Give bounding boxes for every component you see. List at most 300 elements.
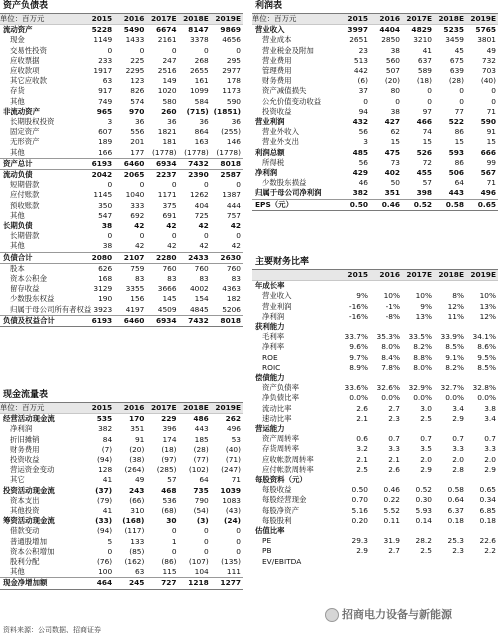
cell-value: 8.2%	[413, 342, 432, 352]
cell-value: 0	[491, 96, 496, 106]
cell-value: 1277	[211, 578, 243, 589]
cell-value: 13%	[415, 311, 432, 321]
table-row	[252, 444, 498, 454]
header-row	[0, 403, 243, 414]
cell-value: 3923	[93, 304, 113, 314]
year-header: 2017E	[146, 403, 178, 414]
cell-value: 0.30	[415, 495, 432, 505]
cell-value: 556	[130, 127, 145, 137]
table-row	[0, 76, 243, 86]
cell-value: 3.8	[484, 403, 496, 413]
cell-value: 2.0	[452, 454, 464, 464]
table-row	[0, 305, 243, 316]
cell-value: 32.8%	[472, 383, 496, 393]
table-row	[252, 137, 498, 147]
cell-value: -16%	[348, 311, 368, 321]
cell-value: 0	[427, 86, 432, 96]
row-label: 短期借款	[10, 180, 40, 190]
cell-value: (1778)	[151, 147, 177, 157]
cell-value: (37)	[95, 485, 113, 495]
cell-value: 350	[98, 200, 113, 210]
cell-value: 5206	[222, 304, 241, 314]
cell-value: 0.18	[447, 515, 464, 525]
table-row	[0, 97, 243, 107]
row-label: 资本支出	[10, 495, 40, 505]
cell-value: 2.9	[452, 413, 464, 423]
cell-value: (94)	[97, 455, 113, 465]
cell-value: (162)	[124, 557, 145, 567]
row-label: 营运能力	[255, 424, 285, 434]
cell-value: 168	[98, 274, 113, 284]
cell-value	[466, 526, 498, 536]
cell-value: (28)	[193, 444, 209, 454]
row-label: 交易性投资	[10, 45, 47, 55]
cell-value: 0.0%	[445, 393, 464, 403]
row-label: 无形资产	[10, 137, 40, 147]
cell-value: 5	[107, 536, 113, 546]
row-label: 投资活动现金流	[3, 485, 55, 495]
cell-value: 2295	[125, 66, 145, 76]
cell-value: 0.7	[388, 434, 400, 444]
cell-value: 2390	[179, 170, 211, 181]
cell-value: 3355	[125, 284, 145, 294]
year-header: 2018E	[179, 14, 211, 25]
cell-value: 38	[390, 106, 400, 116]
cell-value: 22.6	[479, 536, 496, 546]
cell-value: 2.1	[356, 413, 368, 423]
cashflow-table	[0, 403, 243, 590]
cell-value: 703	[481, 66, 496, 76]
cell-value	[370, 281, 402, 292]
year-header: 2015	[82, 14, 114, 25]
cell-value: 2080	[82, 252, 114, 263]
cell-value: 225	[130, 55, 145, 65]
table-row	[0, 315, 243, 326]
cell-value: 2.6	[388, 464, 400, 474]
row-label: EPS（元）	[252, 199, 338, 210]
cell-value: 382	[98, 424, 113, 434]
cell-value: -8%	[385, 311, 400, 321]
cell-value: 2.9	[484, 464, 496, 474]
cell-value: 29.3	[351, 536, 368, 546]
cell-value: 567	[480, 168, 496, 178]
cell-value: 2.7	[388, 403, 400, 413]
table-row	[252, 495, 498, 505]
cell-value: (18)	[161, 444, 177, 454]
row-label: 营业收入	[262, 291, 292, 301]
cell-value: 0.22	[383, 495, 400, 505]
cell-value: (33)	[95, 516, 113, 526]
row-label: 其他	[10, 147, 25, 157]
cell-value: 749	[98, 96, 113, 106]
cell-value: 64	[454, 178, 464, 188]
cell-value: (102)	[188, 465, 209, 475]
cell-value: 0.34	[479, 495, 496, 505]
cell-value: 4404	[379, 25, 400, 35]
cell-value: 760	[211, 263, 243, 274]
row-label: 毛利率	[262, 332, 285, 342]
table-row	[0, 496, 243, 506]
year-header: 2017E	[146, 14, 178, 25]
cell-value: 2237	[146, 170, 178, 181]
cell-value: 10%	[479, 291, 496, 301]
table-row	[0, 435, 243, 445]
cell-value: 0.0%	[477, 393, 496, 403]
row-label: 应收款项	[10, 66, 40, 76]
row-label: 资本公积增加	[10, 546, 55, 556]
row-label: 偿债能力	[255, 373, 285, 383]
cell-value: (71)	[225, 455, 241, 465]
table-row	[252, 485, 498, 495]
row-label: 营业成本	[262, 35, 292, 45]
cell-value: 0	[107, 546, 113, 556]
unit-label: 单位：百万元	[252, 14, 338, 25]
cell-value: 6934	[146, 158, 178, 169]
cell-value: 71	[486, 106, 496, 116]
row-label: 其它应收款	[10, 76, 47, 86]
cell-value: 1040	[125, 190, 145, 200]
cell-value: 185	[194, 434, 209, 444]
cell-value: 0	[204, 546, 209, 556]
cell-value	[466, 475, 498, 485]
row-label: 资产周转率	[262, 434, 299, 444]
cell-value: 0	[171, 180, 177, 190]
cell-value: 0.64	[447, 495, 464, 505]
cell-value: 2161	[157, 35, 177, 45]
cell-value: 73	[390, 157, 400, 167]
row-label: 每股股利	[262, 515, 292, 525]
table-row	[252, 414, 498, 424]
row-label: EV/EBITDA	[262, 556, 302, 566]
table-row	[252, 526, 498, 536]
cell-value: 0	[491, 86, 496, 96]
cell-value: 15	[390, 137, 400, 147]
row-label: 营业收入	[255, 25, 285, 35]
cell-value: 201	[130, 137, 145, 147]
row-label: 归属于母公司净利润	[255, 188, 322, 198]
cell-value: 0.46	[383, 485, 400, 495]
cell-value: 86	[454, 127, 464, 137]
table-row	[0, 465, 243, 475]
cell-value: 247	[162, 55, 177, 65]
cell-value: 0	[171, 231, 177, 241]
year-header: 2017E	[402, 270, 434, 281]
table-row	[252, 342, 498, 352]
row-label: 管理费用	[262, 66, 292, 76]
row-label: 其他	[10, 241, 25, 251]
cell-value: 3459	[445, 35, 464, 45]
cell-value	[466, 281, 498, 292]
cell-value	[434, 475, 466, 485]
table-row	[0, 117, 243, 127]
cell-value: 0	[363, 96, 368, 106]
cell-value: 2651	[349, 35, 368, 45]
cell-value: 0.0%	[349, 393, 368, 403]
cell-value: 2.9	[356, 546, 368, 556]
row-label: 少数股东权益	[10, 294, 55, 304]
cell-value: (1778)	[184, 147, 209, 157]
cell-value: 9%	[356, 291, 368, 301]
row-label: 其他	[10, 96, 25, 106]
table-row	[0, 274, 243, 284]
cell-value: 36	[199, 117, 209, 127]
cell-value: 36	[134, 117, 145, 127]
cell-value: 245	[114, 578, 146, 589]
cell-value: 9.7%	[349, 352, 368, 362]
cell-value: 9.1%	[445, 352, 464, 362]
cell-value: 2107	[114, 252, 146, 263]
cell-value: 1387	[222, 190, 241, 200]
row-label: 营运资金变动	[10, 465, 55, 475]
cell-value: 429	[352, 168, 368, 178]
table-row	[252, 516, 498, 526]
row-label: PB	[262, 546, 272, 556]
table-row	[252, 322, 498, 332]
table-row	[0, 211, 243, 221]
cell-value: 84	[102, 434, 113, 444]
cell-value: 57	[422, 178, 432, 188]
cell-value: 375	[162, 200, 177, 210]
row-label: 存货	[10, 86, 25, 96]
cell-value: 3.4	[484, 413, 496, 423]
cell-value: 486	[193, 414, 209, 424]
cell-value: 154	[194, 294, 209, 304]
row-label: 投资收益	[262, 106, 292, 116]
cell-value: 398	[416, 188, 432, 198]
cell-value	[402, 475, 434, 485]
cell-value: 6934	[146, 315, 178, 326]
cell-value: (38)	[129, 455, 145, 465]
cell-value	[402, 322, 434, 332]
cell-value: -1%	[385, 301, 400, 311]
cell-value	[402, 526, 434, 536]
cashflow-body	[0, 414, 243, 589]
table-row	[0, 241, 243, 252]
cell-value: 496	[480, 188, 496, 198]
cell-value: 351	[384, 188, 400, 198]
cell-value: 0.11	[383, 515, 400, 525]
cell-value: 149	[162, 76, 177, 86]
cell-value: 10%	[383, 291, 400, 301]
cell-value: 177	[130, 147, 145, 157]
income-panel	[252, 0, 498, 211]
cell-value: 2.2	[484, 546, 496, 556]
row-label: 年成长率	[255, 281, 285, 291]
cell-value: 442	[353, 66, 368, 76]
cell-value: 0	[204, 536, 209, 546]
row-label: 现金净增加额	[0, 578, 82, 589]
cell-value: 35.3%	[376, 332, 400, 342]
cell-value: 2.9	[420, 464, 432, 474]
cell-value: 8.2%	[445, 362, 464, 372]
cell-value: 37	[358, 86, 368, 96]
unit-label: 单位：百万元	[0, 14, 82, 25]
header-row	[252, 14, 498, 25]
cell-value: 83	[231, 274, 241, 284]
cell-value: 146	[226, 137, 241, 147]
balance-sheet-table	[0, 14, 243, 327]
cell-value: 8018	[211, 158, 243, 169]
cell-value	[466, 322, 498, 332]
cell-value: 536	[162, 495, 177, 505]
cell-value: 42	[198, 221, 209, 231]
cell-value	[338, 475, 370, 485]
cell-value: 3378	[189, 35, 209, 45]
table-row	[252, 557, 498, 567]
cell-value: 2850	[381, 35, 400, 45]
cell-value: 0	[459, 86, 464, 96]
cell-value: 71	[486, 178, 496, 188]
ratios-panel	[252, 256, 498, 567]
cell-value: 443	[448, 188, 464, 198]
year-header: 2019E	[211, 403, 243, 414]
cell-value: 496	[226, 424, 241, 434]
cell-value: 166	[98, 147, 113, 157]
cell-value: (6)	[357, 76, 368, 86]
row-label: 应收票据	[10, 55, 40, 65]
cell-value: 3.5	[420, 444, 432, 454]
cell-value: (1778)	[216, 147, 241, 157]
table-row	[252, 86, 498, 96]
cell-value: 0	[139, 45, 145, 55]
table-row	[0, 137, 243, 147]
table-row	[252, 332, 498, 342]
cell-value: 50	[390, 178, 400, 188]
cell-value: 268	[194, 55, 209, 65]
table-row	[0, 231, 243, 241]
cell-value: 174	[162, 434, 177, 444]
cell-value: 56	[358, 157, 368, 167]
cell-value: 161	[194, 76, 209, 86]
cell-value: 32.6%	[376, 383, 400, 393]
cell-value: 182	[226, 294, 241, 304]
source-note: 资料来源：公司数据、招商证券	[3, 626, 101, 634]
cell-value: 444	[226, 200, 241, 210]
cell-value: 32.7%	[440, 383, 464, 393]
cell-value: 5228	[91, 25, 113, 35]
cell-value: 637	[417, 55, 432, 65]
table-row	[252, 291, 498, 301]
table-row	[252, 127, 498, 137]
cell-value: 506	[448, 168, 464, 178]
cell-value: 0.18	[479, 515, 496, 525]
cell-value: 31.9	[383, 536, 400, 546]
cell-value: (54)	[193, 506, 209, 516]
cell-value: (168)	[122, 516, 145, 526]
cell-value: 1099	[189, 86, 209, 96]
cell-value: 1218	[179, 578, 211, 589]
cell-value: (285)	[156, 465, 177, 475]
row-label: 经营活动现金流	[3, 414, 55, 424]
cell-value: 30	[166, 516, 177, 526]
table-row	[252, 158, 498, 168]
table-row	[0, 284, 243, 294]
table-row	[0, 294, 243, 304]
cell-value: 9869	[220, 25, 241, 35]
cell-value	[370, 475, 402, 485]
table-row	[252, 199, 498, 210]
cell-value: 0.52	[402, 199, 434, 210]
cell-value: 513	[353, 55, 368, 65]
cell-value: 0	[204, 45, 209, 55]
cell-value: 8.9%	[349, 362, 368, 372]
cell-value: 181	[162, 137, 177, 147]
cell-value: 2.0	[484, 454, 496, 464]
cell-value	[434, 557, 466, 567]
cell-value: 475	[384, 147, 400, 157]
watermark	[325, 606, 452, 622]
cell-value: 262	[225, 414, 241, 424]
cell-value: 0.6	[356, 434, 368, 444]
cell-value: 464	[82, 578, 114, 589]
cell-value: 42	[167, 241, 177, 251]
cell-value: 402	[384, 168, 400, 178]
cell-value: 0	[427, 96, 432, 106]
table-row	[0, 445, 243, 455]
table-row	[252, 178, 498, 188]
cell-value: 233	[98, 55, 113, 65]
table-row	[252, 66, 498, 76]
cell-value: 526	[416, 147, 432, 157]
cell-value: 3.0	[420, 403, 432, 413]
cell-value: 5765	[475, 25, 496, 35]
cell-value: 123	[130, 76, 145, 86]
year-header: 2019E	[466, 270, 498, 281]
year-header: 2015	[338, 270, 370, 281]
row-label: 每股资料（元）	[255, 475, 307, 485]
unit-label: 单位：百万元	[0, 403, 82, 414]
cell-value: 396	[162, 424, 177, 434]
row-label: 非流动资产	[3, 106, 40, 116]
cell-value: 2.5	[420, 546, 432, 556]
cell-value: 468	[161, 485, 177, 495]
cell-value: 83	[199, 274, 209, 284]
cell-value: (24)	[223, 516, 241, 526]
cell-value: 156	[130, 294, 145, 304]
cell-value: 128	[98, 465, 113, 475]
cell-value: 0.52	[415, 485, 432, 495]
cell-value: 639	[449, 66, 464, 76]
year-header: 2016	[370, 14, 402, 25]
cell-value: 2655	[189, 66, 209, 76]
table-row	[252, 434, 498, 444]
cell-value: 229	[161, 414, 177, 424]
cell-value: 0.50	[338, 199, 370, 210]
cell-value: 42	[199, 241, 209, 251]
table-row	[252, 465, 498, 475]
cell-value: 427	[384, 117, 400, 127]
cell-value: 727	[146, 578, 178, 589]
cell-value: 2.8	[452, 464, 464, 474]
cell-value: 1262	[189, 190, 209, 200]
cell-value: 4829	[411, 25, 432, 35]
cell-value: 94	[358, 106, 368, 116]
cell-value: 41	[102, 475, 113, 485]
table-row	[252, 56, 498, 66]
cell-value: (20)	[129, 444, 145, 454]
cell-value: 77	[454, 106, 464, 116]
cell-value: 1020	[157, 86, 177, 96]
cell-value: (7)	[101, 444, 113, 454]
cell-value: 2280	[146, 252, 178, 263]
row-label: 营业利润	[255, 117, 285, 127]
row-label: 营业外收入	[262, 127, 299, 137]
cell-value: 38	[101, 221, 113, 231]
cell-value: (76)	[97, 557, 113, 567]
row-label: 资本公积金	[10, 274, 47, 284]
cell-value: 0	[107, 231, 113, 241]
table-row	[0, 424, 243, 434]
